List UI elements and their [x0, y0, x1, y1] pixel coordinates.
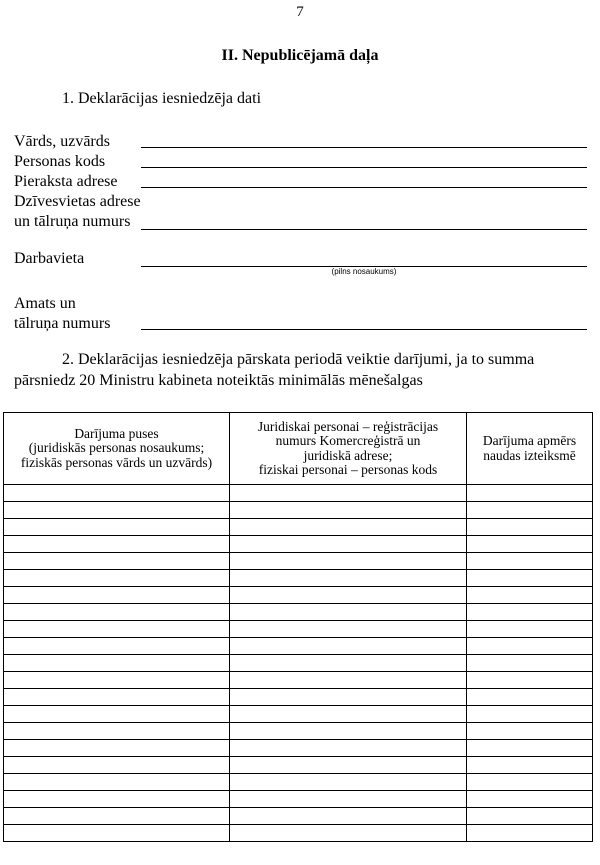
table-cell[interactable]: [230, 519, 467, 536]
table-cell[interactable]: [467, 502, 593, 519]
residence-input-line[interactable]: [141, 229, 587, 230]
header-registration-line: fiziskai personai – personas kods: [258, 462, 438, 477]
table-row: [4, 757, 593, 774]
table-row: [4, 536, 593, 553]
header-parties: [4, 413, 230, 485]
table-cell[interactable]: [4, 502, 230, 519]
label-workplace: Darbavieta: [14, 250, 85, 267]
transactions-table-wrap: [3, 412, 593, 842]
table-cell[interactable]: [4, 570, 230, 587]
table-row: [4, 502, 593, 519]
label-residence-line2: un tālruņa numurs: [14, 213, 131, 230]
workplace-hint: (pilns nosaukums): [331, 267, 397, 276]
table-cell[interactable]: [4, 672, 230, 689]
table-cell[interactable]: [467, 587, 593, 604]
table-cell[interactable]: [230, 655, 467, 672]
table-cell[interactable]: [230, 825, 467, 842]
table-cell[interactable]: [230, 638, 467, 655]
table-cell[interactable]: [467, 740, 593, 757]
table-cell[interactable]: [4, 774, 230, 791]
transactions-table: [3, 412, 593, 842]
table-cell[interactable]: [4, 740, 230, 757]
table-cell[interactable]: [467, 723, 593, 740]
table-cell[interactable]: [467, 808, 593, 825]
table-row: [4, 621, 593, 638]
table-row: [4, 519, 593, 536]
label-position-line2: tālruņa numurs: [14, 315, 111, 332]
table-cell[interactable]: [4, 587, 230, 604]
table-cell[interactable]: [4, 723, 230, 740]
table-row: [4, 570, 593, 587]
header-amount-line: naudas izteiksmē: [483, 447, 576, 463]
table-row: [4, 825, 593, 842]
table-cell[interactable]: [467, 485, 593, 502]
table-cell[interactable]: [230, 587, 467, 604]
table-cell[interactable]: [467, 621, 593, 638]
page-number: 7: [296, 4, 304, 20]
table-cell[interactable]: [467, 757, 593, 774]
table-cell[interactable]: [467, 774, 593, 791]
header-amount-line: Darījuma apmērs: [482, 433, 577, 448]
table-row: [4, 553, 593, 570]
header-parties-line: fiziskās personas vārds un uzvārds): [20, 454, 213, 470]
table-cell[interactable]: [4, 757, 230, 774]
table-cell[interactable]: [4, 621, 230, 638]
label-registered-address: Pieraksta adrese: [14, 173, 118, 190]
table-row: [4, 638, 593, 655]
table-row: [4, 587, 593, 604]
table-cell[interactable]: [230, 536, 467, 553]
table-cell[interactable]: [4, 604, 230, 621]
table-cell[interactable]: [4, 519, 230, 536]
table-row: [4, 689, 593, 706]
subsection-1-heading: 1. Deklarācijas iesniedzēja dati: [62, 90, 262, 107]
table-cell[interactable]: [4, 706, 230, 723]
header-amount: [467, 413, 593, 485]
table-row: [4, 604, 593, 621]
table-row: [4, 485, 593, 502]
header-registration-line: numurs Komercreģistrā un: [275, 433, 421, 448]
header-registration-line: juridiskā adrese;: [303, 447, 393, 463]
table-cell[interactable]: [4, 655, 230, 672]
table-cell[interactable]: [230, 740, 467, 757]
header-registration-line: Juridiskai personai – reģistrācijas: [257, 418, 439, 434]
table-cell[interactable]: [467, 519, 593, 536]
position-input-line[interactable]: [141, 329, 587, 330]
table-cell[interactable]: [230, 672, 467, 689]
table-row: [4, 791, 593, 808]
table-cell[interactable]: [230, 723, 467, 740]
subsection-2-line2: pārsniedz 20 Ministru kabineta noteiktās minimālās mēnešalgas: [14, 372, 423, 389]
table-cell[interactable]: [4, 791, 230, 808]
subsection-2-paragraph: [14, 349, 586, 391]
table-row: [4, 655, 593, 672]
table-cell[interactable]: [467, 553, 593, 570]
table-cell[interactable]: [230, 689, 467, 706]
header-registration: [230, 413, 467, 485]
table-cell[interactable]: [467, 672, 593, 689]
subsection-2-line1: 2. Deklarācijas iesniedzēja pārskata periodā veiktie darījumi, ja to summa: [62, 351, 535, 368]
table-cell[interactable]: [4, 689, 230, 706]
table-row: [4, 808, 593, 825]
table-row: [4, 740, 593, 757]
table-row: [4, 706, 593, 723]
table-cell[interactable]: [230, 706, 467, 723]
label-position-line1: Amats un: [14, 295, 76, 312]
table-cell[interactable]: [4, 808, 230, 825]
section-title: II. Nepublicējamā daļa: [221, 47, 379, 64]
name-input-line[interactable]: [141, 147, 587, 148]
table-cell[interactable]: [467, 825, 593, 842]
label-name: Vārds, uzvārds: [14, 133, 110, 150]
table-cell[interactable]: [467, 638, 593, 655]
table-cell[interactable]: [230, 621, 467, 638]
table-header-row: [4, 413, 593, 485]
table-row: [4, 774, 593, 791]
table-cell[interactable]: [467, 706, 593, 723]
personal-code-input-line[interactable]: [141, 167, 587, 168]
table-cell[interactable]: [230, 791, 467, 808]
header-parties-line: (juridiskās personas nosaukums;: [28, 440, 205, 456]
table-cell[interactable]: [467, 655, 593, 672]
table-cell[interactable]: [230, 774, 467, 791]
header-parties-line: Darījuma puses: [74, 425, 159, 441]
table-cell[interactable]: [230, 553, 467, 570]
table-cell[interactable]: [230, 757, 467, 774]
table-cell[interactable]: [230, 502, 467, 519]
table-cell[interactable]: [4, 825, 230, 842]
table-cell[interactable]: [230, 570, 467, 587]
table-cell[interactable]: [4, 638, 230, 655]
table-row: [4, 723, 593, 740]
table-cell[interactable]: [230, 604, 467, 621]
table-body: [4, 485, 593, 842]
table-cell[interactable]: [467, 536, 593, 553]
table-cell[interactable]: [467, 791, 593, 808]
table-cell[interactable]: [4, 485, 230, 502]
table-cell[interactable]: [467, 570, 593, 587]
label-residence-line1: Dzīvesvietas adrese: [14, 193, 141, 210]
table-cell[interactable]: [467, 689, 593, 706]
table-cell[interactable]: [230, 808, 467, 825]
registered-address-input-line[interactable]: [141, 187, 587, 188]
table-cell[interactable]: [467, 604, 593, 621]
table-cell[interactable]: [4, 536, 230, 553]
table-cell[interactable]: [4, 553, 230, 570]
table-cell[interactable]: [230, 485, 467, 502]
label-personal-code: Personas kods: [14, 153, 106, 170]
table-row: [4, 672, 593, 689]
